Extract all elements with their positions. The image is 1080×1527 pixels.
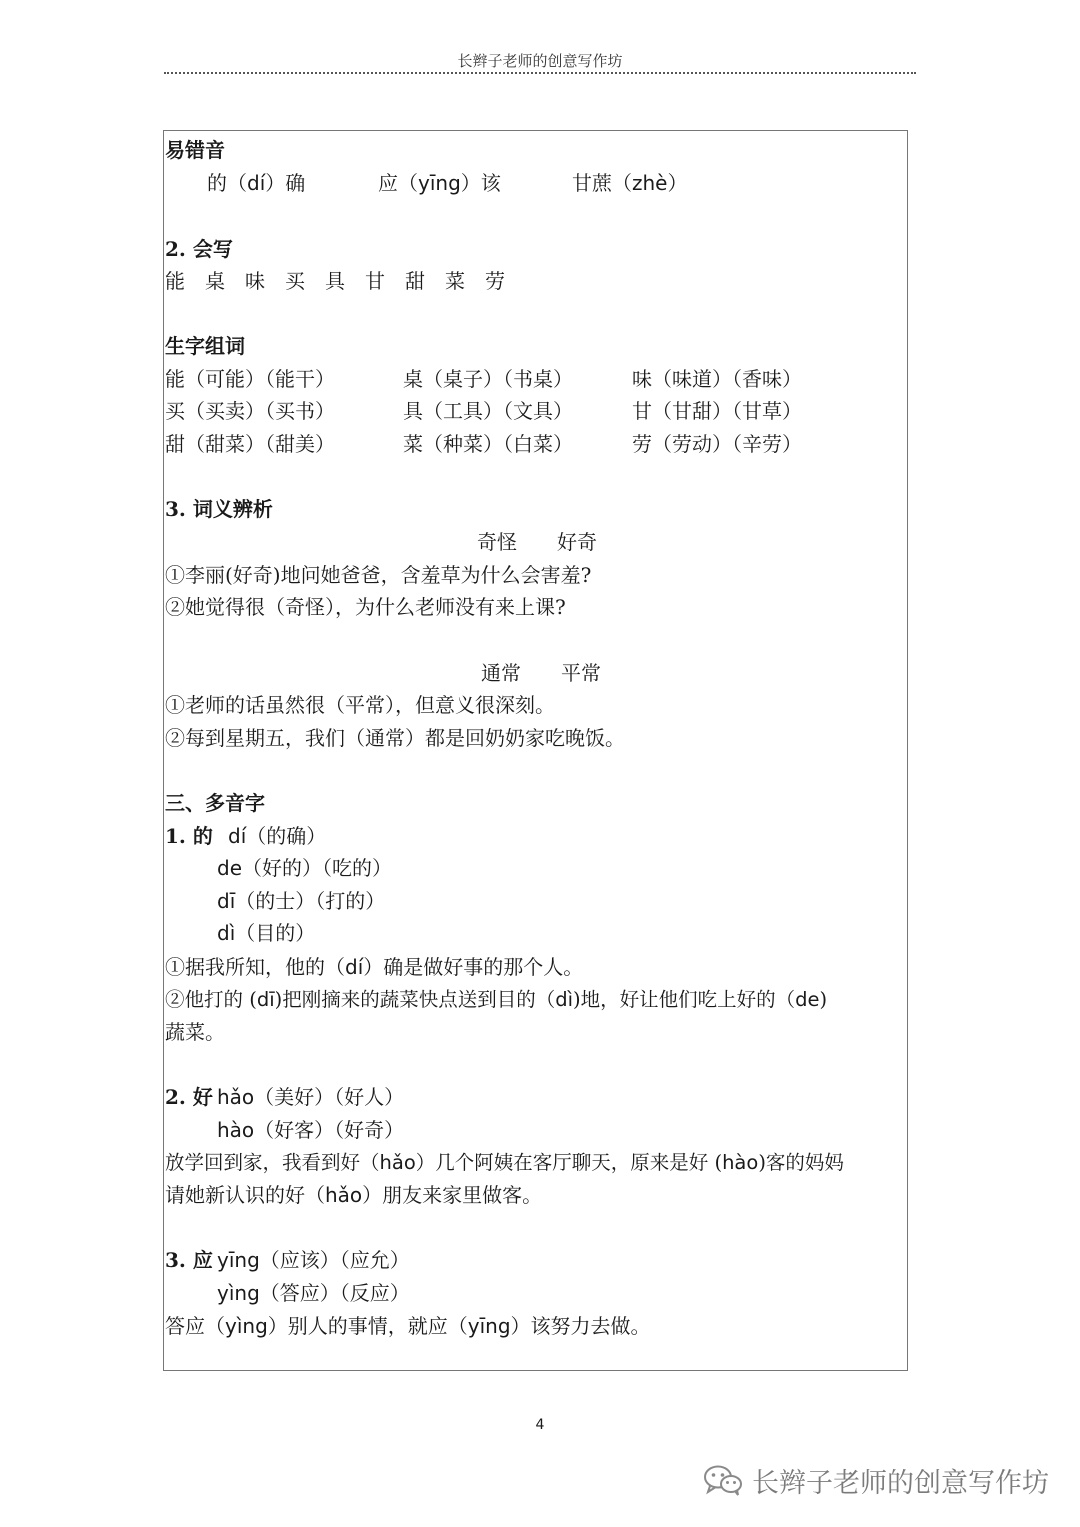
example-sentence: ①李丽(好奇)地问她爸爸，含羞草为什么会害羞? xyxy=(165,563,592,587)
word-group: 味（味道）（香味） xyxy=(632,367,802,391)
polyphone-head: 1. 的 xyxy=(165,824,213,848)
polyphone-head: 3. 应 xyxy=(165,1248,213,1272)
example-sentence: ②他打的 (dī)把刚摘来的蔬菜快点送到目的（dì)地，好让他们吃上好的（de) xyxy=(165,988,828,1011)
page-header-title: 长辫子老师的创意写作坊 xyxy=(457,52,623,70)
polyphone-reading: hǎo（美好）（好人） xyxy=(217,1085,405,1109)
polyphone-head: 2. 好 xyxy=(165,1085,213,1109)
error-pron-item: 的（dí）确 xyxy=(207,171,306,195)
word-group: 能（可能）（能干） xyxy=(165,367,335,391)
word-group: 买（买卖）（买书） xyxy=(165,399,335,423)
error-pron-item: 甘蔗（zhè） xyxy=(572,171,688,195)
page-number: 4 xyxy=(535,1417,545,1433)
word-group: 桌（桌子）（书桌） xyxy=(403,367,573,391)
header-divider xyxy=(164,72,916,74)
polyphone-reading: yīng（应该）（应允） xyxy=(217,1248,410,1272)
example-sentence: 请她新认识的好（hǎo）朋友来家里做客。 xyxy=(165,1183,543,1207)
word-pair: 奇怪 好奇 xyxy=(477,530,597,554)
polyphone-reading: dí（的确） xyxy=(228,824,327,848)
word-group: 甘（甘甜）（甘草） xyxy=(632,399,802,423)
word-group: 具（工具）（文具） xyxy=(403,399,573,423)
example-sentence-continued: 蔬菜。 xyxy=(165,1020,225,1044)
section-title-zuci: 生字组词 xyxy=(165,334,245,358)
watermark-text: 长辫子老师的创意写作坊 xyxy=(752,1467,1049,1499)
example-sentence: ②她觉得很（奇怪），为什么老师没有来上课? xyxy=(165,595,566,619)
word-group: 劳（劳动）（辛劳） xyxy=(632,432,802,456)
section-title-huixie: 2. 会写 xyxy=(165,237,233,261)
word-pair: 通常 平常 xyxy=(481,661,601,685)
section-title-ciyi: 3. 词义辨析 xyxy=(165,497,273,521)
watermark xyxy=(702,1460,1049,1500)
word-group: 菜（种菜）（白菜） xyxy=(403,432,573,456)
example-sentence: ②每到星期五，我们（通常）都是回奶奶家吃晚饭。 xyxy=(165,726,625,750)
error-pron-item: 应（yīng）该 xyxy=(378,171,501,195)
example-sentence: 答应（yìng）别人的事情，就应（yīng）该努力去做。 xyxy=(165,1314,651,1338)
polyphone-reading: dì（目的） xyxy=(217,921,316,945)
wechat-icon xyxy=(702,1463,744,1497)
polyphone-reading: de（好的）（吃的） xyxy=(217,856,392,880)
example-sentence: ①老师的话虽然很（平常），但意义很深刻。 xyxy=(165,693,555,717)
section-title-duoyinzi: 三、多音字 xyxy=(165,791,265,815)
polyphone-reading: dī（的士）（打的） xyxy=(217,889,386,913)
writing-chars: 能 桌 味 买 具 甘 甜 菜 劳 xyxy=(165,269,505,293)
example-sentence: ①据我所知，他的（dí）确是做好事的那个人。 xyxy=(165,955,584,979)
word-group: 甜（甜菜）（甜美） xyxy=(165,432,335,456)
section-title-yicuoyin: 易错音 xyxy=(165,138,225,162)
example-sentence: 放学回到家，我看到好（hǎo）几个阿姨在客厅聊天，原来是好 (hào)客的妈妈 xyxy=(165,1151,844,1174)
polyphone-reading: yìng（答应）（反应） xyxy=(217,1281,410,1305)
polyphone-reading: hào（好客）（好奇） xyxy=(217,1118,405,1142)
